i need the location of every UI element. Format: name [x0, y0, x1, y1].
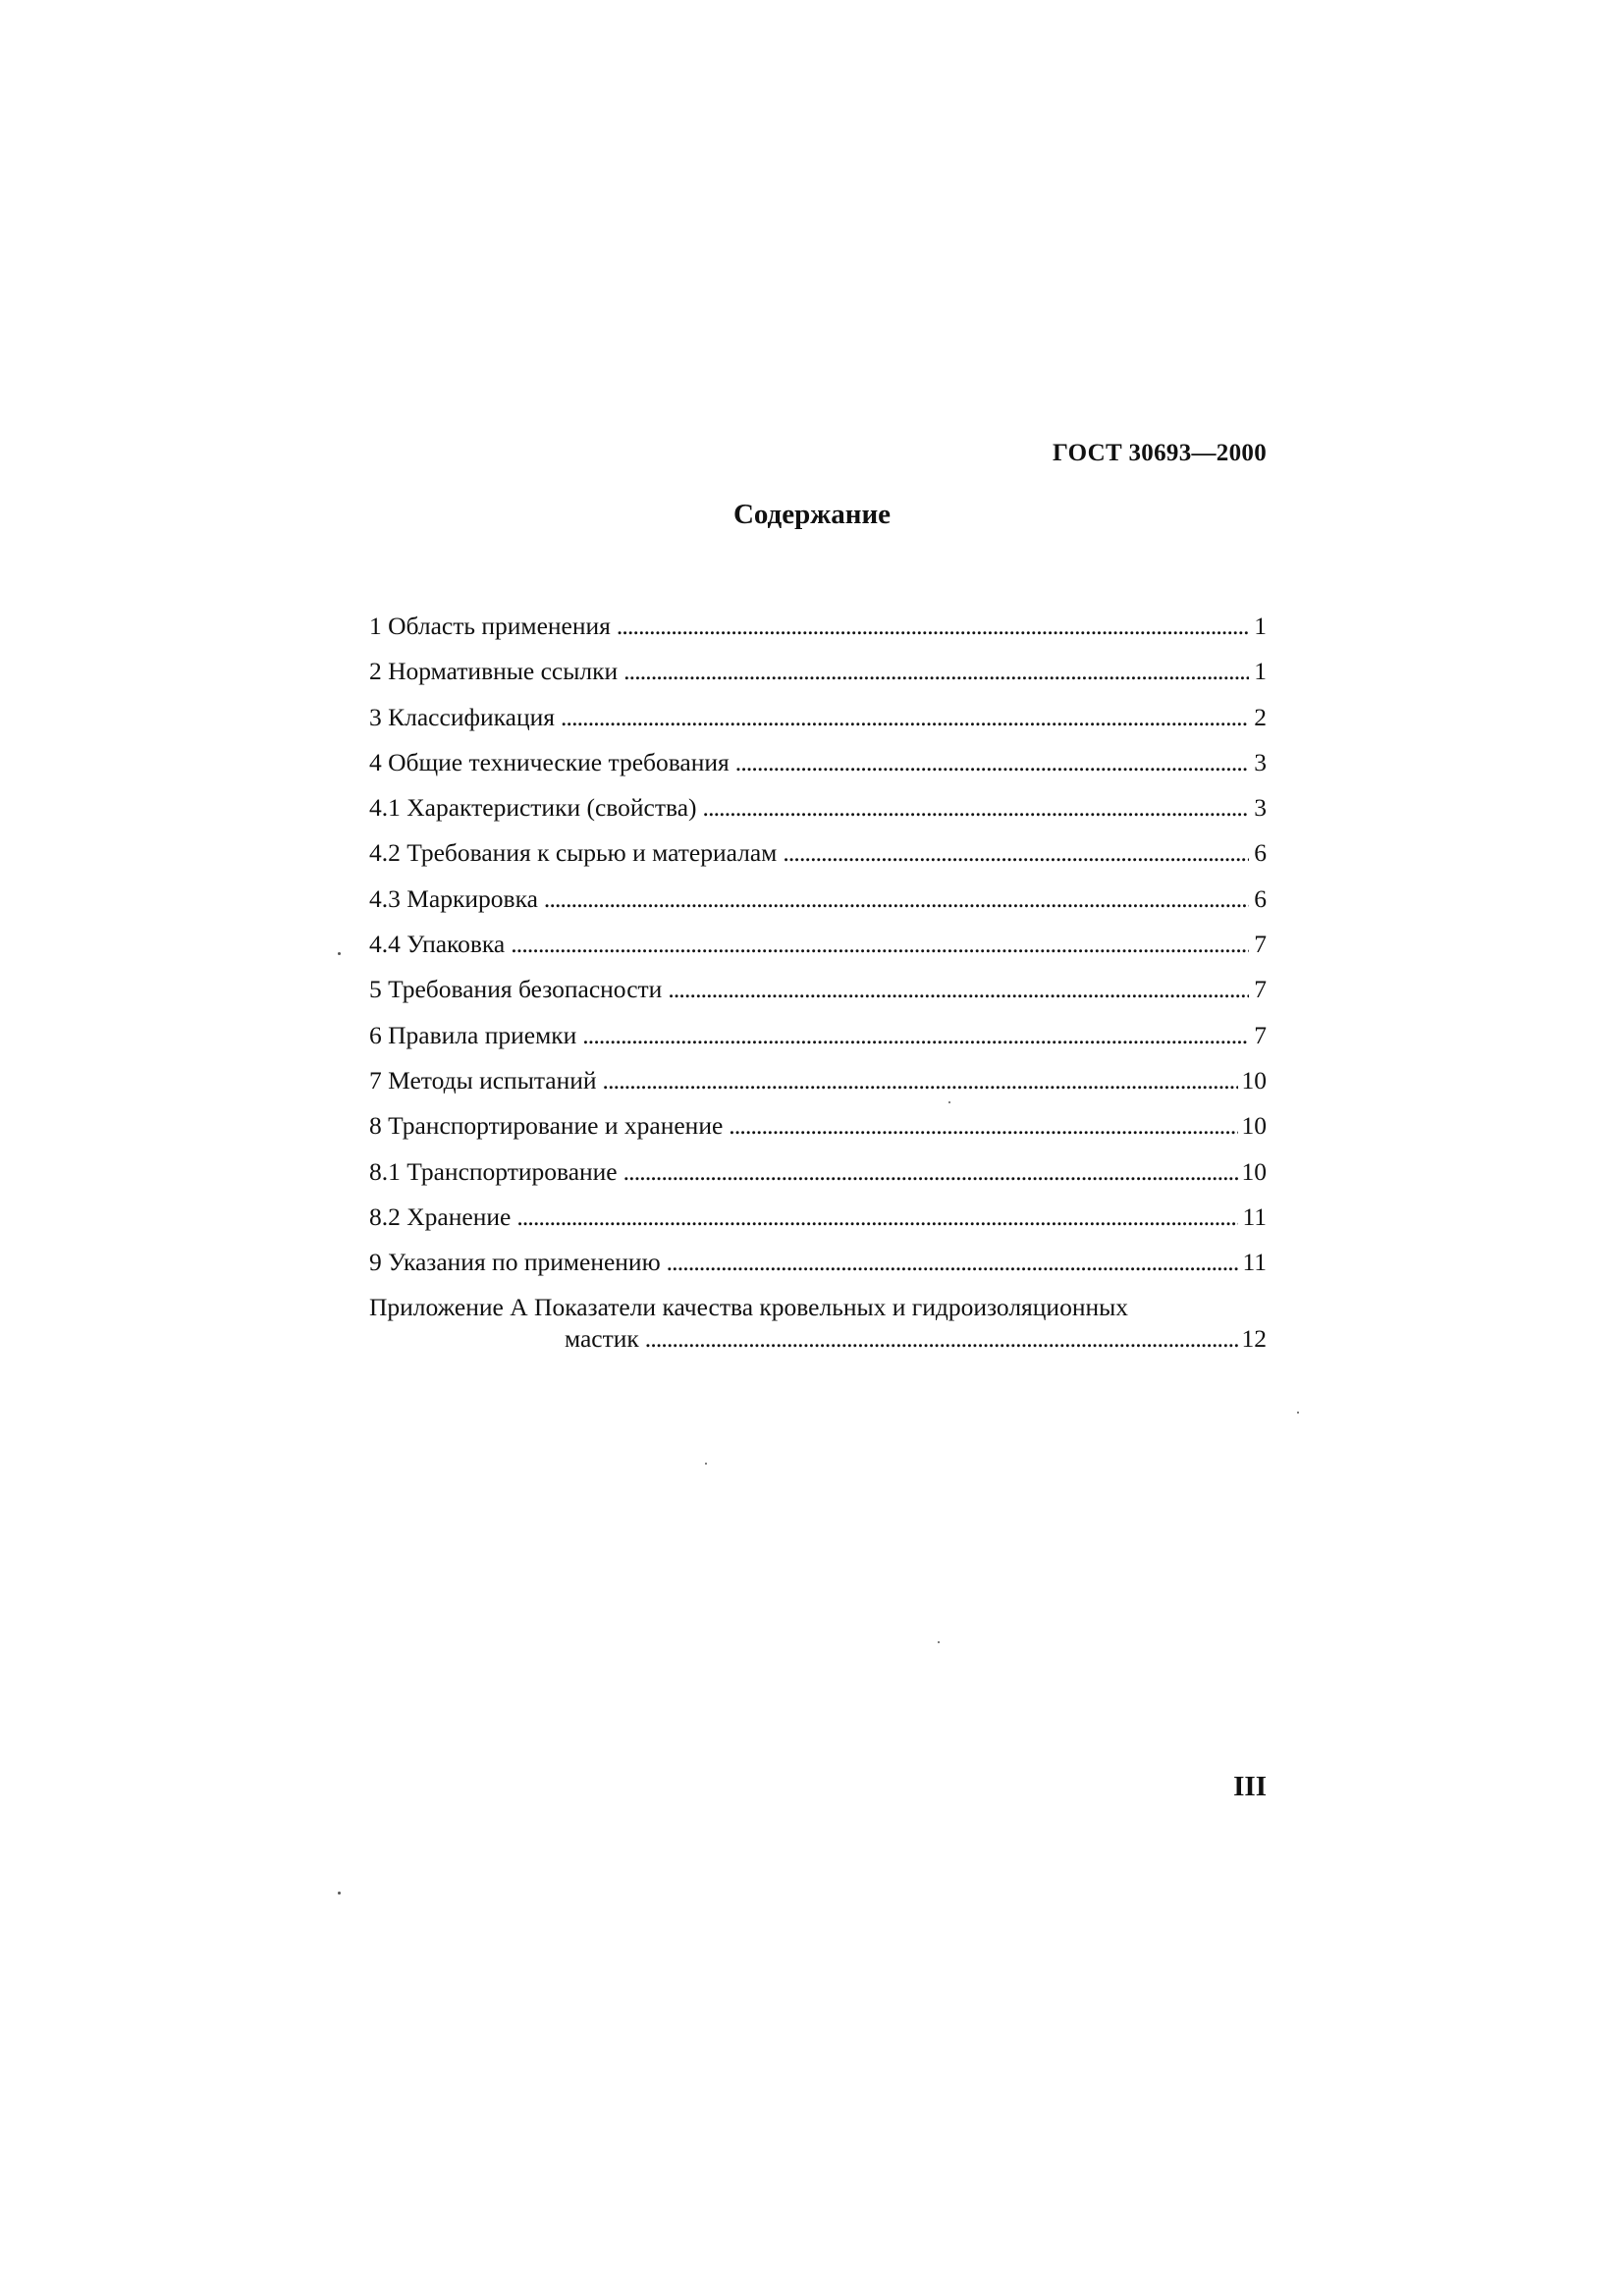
- toc-entry-label: 2 Нормативные ссылки: [369, 657, 619, 686]
- toc-entry-label: 5 Требования безопасности: [369, 975, 663, 1004]
- scan-speck: [338, 952, 341, 955]
- toc-entry[interactable]: [369, 1156, 1267, 1201]
- page-number: III: [1233, 1771, 1267, 1802]
- toc-entry[interactable]: [369, 883, 1267, 929]
- toc-entry[interactable]: [369, 656, 1267, 701]
- toc-entry-label: 4.1 Характеристики (свойства): [369, 793, 697, 823]
- scan-speck: [1297, 1412, 1299, 1414]
- scan-speck: [338, 1892, 341, 1895]
- dot-leader: [623, 656, 1249, 687]
- appendix-page: 12: [1241, 1324, 1267, 1354]
- toc-entry-label: 3 Классификация: [369, 702, 555, 731]
- toc-entry-appendix[interactable]: [369, 1292, 1267, 1355]
- toc-entry-label: 8.2 Хранение: [369, 1201, 512, 1231]
- toc-entry-page: 10: [1241, 1111, 1267, 1141]
- appendix-label-line2: мастик: [565, 1324, 639, 1354]
- dot-leader: [544, 883, 1249, 915]
- toc-entry[interactable]: [369, 611, 1267, 656]
- toc-entry[interactable]: [369, 1065, 1267, 1110]
- toc-entry[interactable]: [369, 1110, 1267, 1155]
- appendix-label-line2-row: [565, 1323, 1267, 1355]
- appendix-label-line1: Приложение А Показатели качества кровельных и гидроизоляционных: [369, 1293, 1129, 1322]
- toc-entry-page: 6: [1254, 838, 1267, 868]
- toc-entry[interactable]: [369, 702, 1267, 747]
- toc-entry-page: 3: [1254, 793, 1267, 823]
- toc-entry-page: 7: [1254, 1020, 1267, 1049]
- toc-entry-label: 6 Правила приемки: [369, 1020, 577, 1049]
- dot-leader: [729, 1110, 1237, 1142]
- toc-entry-page: 10: [1241, 1156, 1267, 1186]
- toc-entry-page: 11: [1242, 1201, 1267, 1231]
- toc-entry-page: 3: [1254, 747, 1267, 776]
- toc-entry-label: 4 Общие технические требования: [369, 747, 730, 776]
- dot-leader: [582, 1020, 1249, 1051]
- dot-leader: [617, 611, 1249, 642]
- toc-entry-label: 7 Методы испытаний: [369, 1065, 597, 1095]
- toc-entry-label: 4.2 Требования к сырью и материалам: [369, 838, 778, 868]
- scan-speck: [948, 1101, 950, 1103]
- dot-leader: [623, 1156, 1238, 1188]
- toc-entry-page: 11: [1242, 1248, 1267, 1277]
- dot-leader: [783, 837, 1249, 869]
- scan-speck: [705, 1463, 707, 1465]
- dot-leader: [667, 1247, 1239, 1278]
- toc-entry-label: 8 Транспортирование и хранение: [369, 1111, 724, 1141]
- dot-leader: [668, 974, 1249, 1005]
- toc-entry-label: 1 Область применения: [369, 612, 611, 640]
- toc-entry-label: 9 Указания по применению: [369, 1248, 661, 1277]
- dot-leader: [603, 1065, 1238, 1096]
- toc-entry[interactable]: [369, 1020, 1267, 1065]
- toc-entry-page: 1: [1254, 612, 1267, 640]
- toc-entry[interactable]: [369, 747, 1267, 792]
- toc-entry-label: 8.1 Транспортирование: [369, 1156, 618, 1186]
- toc-entry-page: 6: [1254, 883, 1267, 913]
- table-of-contents: [369, 611, 1267, 1355]
- toc-entry[interactable]: [369, 1247, 1267, 1292]
- standard-code: ГОСТ 30693—2000: [1052, 440, 1267, 466]
- toc-entry[interactable]: [369, 1201, 1267, 1247]
- dot-leader: [511, 929, 1249, 960]
- toc-entry-page: 2: [1254, 702, 1267, 731]
- toc-entry-page: 10: [1241, 1065, 1267, 1095]
- page-title: Содержание: [732, 499, 892, 530]
- toc-entry[interactable]: [369, 974, 1267, 1019]
- toc-entry[interactable]: [369, 837, 1267, 882]
- toc-entry[interactable]: [369, 792, 1267, 837]
- toc-entry-page: 7: [1254, 975, 1267, 1004]
- dot-leader: [645, 1323, 1238, 1355]
- toc-entry-label: 4.3 Маркировка: [369, 883, 538, 913]
- toc-entry-label: 4.4 Упаковка: [369, 930, 506, 959]
- toc-entry[interactable]: [369, 929, 1267, 974]
- dot-leader: [516, 1201, 1238, 1233]
- dot-leader: [703, 792, 1249, 824]
- toc-entry-page: 1: [1254, 657, 1267, 686]
- dot-leader: [735, 747, 1249, 778]
- dot-leader: [561, 702, 1249, 733]
- toc-entry-page: 7: [1254, 930, 1267, 959]
- scan-speck: [938, 1641, 940, 1643]
